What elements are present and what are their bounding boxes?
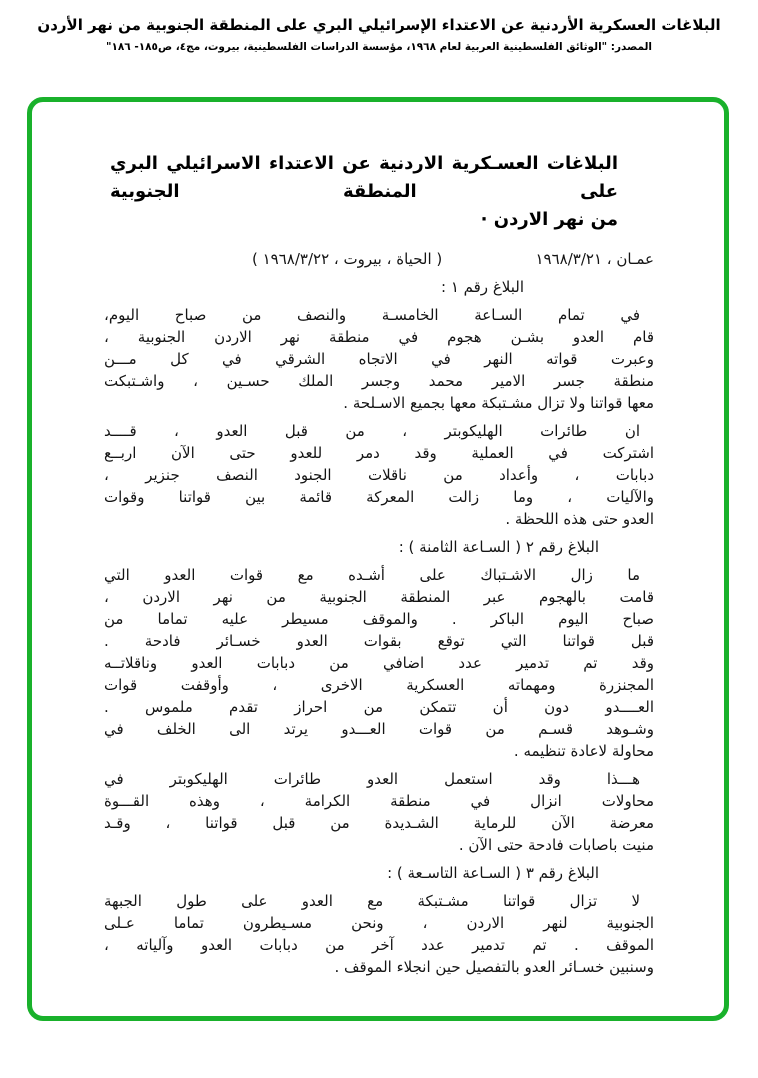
text-line: محاولات انزال في منطقة الكرامة ، وهذه القـــوة (104, 792, 654, 810)
text-line: وشـوهد قسـم من قوات العـــدو يرتد الى الخلف في (104, 720, 654, 738)
text-line: صباح اليوم الباكر . والموقف مسيطر عليه تماما من (104, 610, 654, 628)
header-title: البلاغات العسكرية الأردنية عن الاعتداء الإسرائيلي البري على المنطقة الجنوبية من نهر الأردن (37, 16, 721, 34)
communique (104, 862, 654, 978)
text-line: اشتركت في العملية وقد دمر للعدو حتى الآن اربــع (104, 444, 654, 462)
text-line: قامت بالهجوم عبر المنطقة الجنوبية من نهر الاردن ، (104, 588, 654, 606)
document-scan (32, 102, 724, 1016)
text-line: دبابات ، وأعداد من ناقلات الجنود النصف جنزير ، (104, 466, 654, 484)
text-line: لا تزال قواتنا مشـتبكة مع العدو على طول الجبهة (104, 892, 640, 910)
communique-heading: البلاغ رقم ١ : (441, 278, 524, 296)
text-line: معرضة الآن للرماية الشـديدة من قبل قواتنا ، وقـد (104, 814, 654, 832)
text-line: قام العدو بشـن هجوم في منطقة نهر الاردن الجنوبية ، (104, 328, 654, 346)
text-line: منيت باصابات فادحة حتى الآن . (458, 836, 654, 854)
text-line: وعبرت قواته النهر في الاتجاه الشرقي في كل مـــن (104, 350, 654, 368)
paragraph (104, 420, 654, 530)
document-title-line-2: من نهر الاردن · (480, 209, 618, 230)
paragraph (104, 564, 654, 762)
paragraph (104, 304, 654, 414)
text-line: العدو حتى هذه اللحظة . (505, 510, 654, 528)
text-line: العــــدو دون أن تتمكن من احراز تقدم ملموس . (104, 698, 654, 716)
page-header (0, 16, 758, 53)
communique (104, 276, 654, 530)
text-line: وقد تم تدمير عدد اضافي من دبابات العدو وناقلاتــه (104, 654, 654, 672)
text-line: محاولة لاعادة تنظيمه . (513, 742, 654, 760)
document-frame (27, 97, 729, 1021)
header-source-citation: المصدر: "الوثائق الفلسطينية العربية لعام ١٩٦٨، مؤسسة الدراسات الفلسطينية، بيروت، مج٤، ص١٨٥- ١٨٦" (105, 41, 653, 53)
dateline (104, 248, 654, 270)
text-line: الموقف . تم تدمير عدد آخر من دبابات العدو وآلياته ، (104, 936, 654, 954)
text-line: ما زال الاشـتباك على أشـده مع قوات العدو التي (104, 566, 640, 584)
text-line: وسنبين خسـائر العدو بالتفصيل حين انجلاء الموقف . (334, 958, 654, 976)
document-title-line-1: البلاغات العسـكرية الاردنية عن الاعتداء الاسرائيلي البري على المنطقة الجنوبية (110, 153, 618, 202)
communiques (104, 276, 654, 978)
text-line: الجنوبية لنهر الاردن ، ونحن مسـيطرون تماما عـلى (104, 914, 654, 932)
text-line: قبل قواتنا التي توقع بقوات العدو خسـائر فادحة . (104, 632, 654, 650)
text-line: ان طائرات الهليكوبتر ، من قبل العدو ، قــــد (104, 422, 640, 440)
text-line: معها قواتنا ولا تزال مشـتبكة معها بجميع الاسـلحة . (343, 394, 654, 412)
communique (104, 536, 654, 856)
text-line: منطقة جسر الامير محمد وجسر الملك حسـين ، واشـتبكت (104, 372, 654, 390)
text-line: والآليات ، وما زالت المعركة قائمة بين قواتنا وقوات (104, 488, 654, 506)
text-line: المجنزرة ومهماته العسكرية الاخرى ، وأوقفت قوات (104, 676, 654, 694)
paragraph (104, 768, 654, 856)
communique-heading: البلاغ رقم ٢ ( السـاعة الثامنة ) : (398, 538, 599, 556)
text-line: هـــذا وقد استعمل العدو طائرات الهليكوبتر في (104, 770, 640, 788)
paragraph (104, 890, 654, 978)
dateline-publication: ( الحياة ، بيروت ، ١٩٦٨/٣/٢٢ ) (252, 250, 443, 268)
document-title (110, 150, 618, 234)
communique-heading: البلاغ رقم ٣ ( السـاعة التاسـعة ) : (387, 864, 599, 882)
text-line: في تمام السـاعة الخامسـة والنصف من صباح اليوم، (104, 306, 640, 324)
dateline-place-date: عمـان ، ١٩٦٨/٣/٢١ (535, 250, 654, 268)
